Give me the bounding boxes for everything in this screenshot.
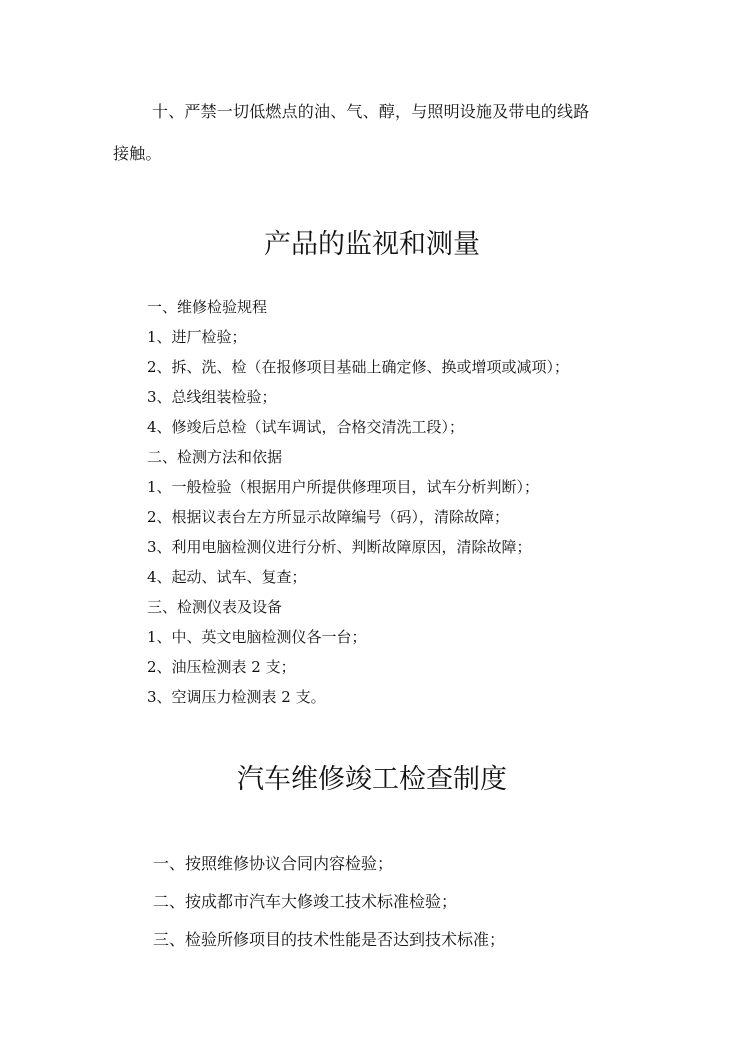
list-item: 1、一般检验（根据用户所提供修理项目，试车分析判断）； [147,478,540,496]
intro-line-1: 十、严禁一切低燃点的油、气、醇，与照明设施及带电的线路 [152,102,590,121]
list-item: 1、进厂检验； [147,328,247,346]
list-item: 二、按成都市汽车大修竣工技术标准检验； [153,892,458,911]
list-item: 2、拆、洗、检（在报修项目基础上确定修、换或增项或减项）； [147,358,570,376]
section1-list [147,299,569,719]
list-item: 1、中、英文电脑检测仪各一台； [147,628,367,646]
list-item: 2、油压检测表 2 支； [147,658,296,676]
list-item: 一、按照维修协议合同内容检验； [153,854,394,873]
list-item: 2、根据议表台左方所显示故障编号（码），清除故障； [147,508,510,526]
list-item: 4、修竣后总检（试车调试，合格交清洗工段）； [147,418,465,436]
list-item: 4、起动、试车、复查； [147,568,307,586]
list-item: 3、利用电脑检测仪进行分析、判断故障原因，清除故障； [147,538,532,556]
list-item: 三、检测仪表及设备 [147,598,283,616]
intro-line-2: 接触。 [113,144,162,163]
list-item: 一、维修检验规程 [147,298,268,316]
list-item: 3、总线组装检验； [147,388,277,406]
list-item: 3、空调压力检测表 2 支。 [147,688,326,706]
section2-title: 汽车维修竣工检查制度 [237,764,507,795]
section1-title: 产品的监视和测量 [264,229,480,260]
list-item: 三、检验所修项目的技术性能是否达到技术标准； [153,930,506,949]
list-item: 二、检测方法和依据 [147,448,283,466]
section2-list [153,856,505,970]
